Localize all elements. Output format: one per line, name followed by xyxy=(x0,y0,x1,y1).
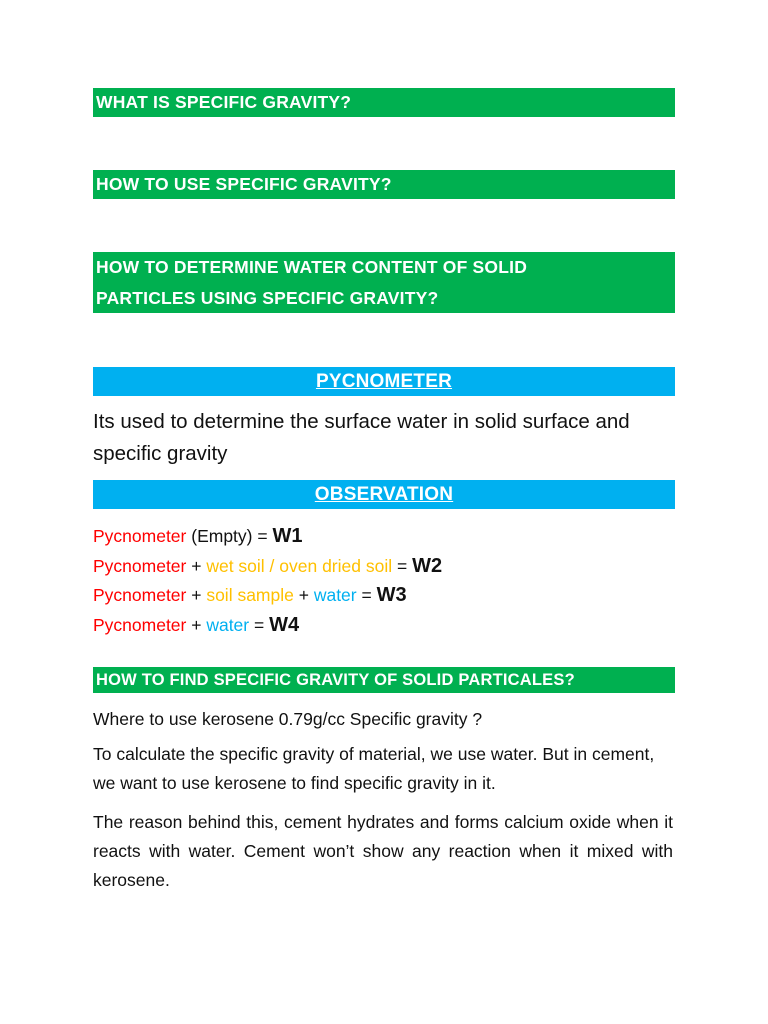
heading-text: PYCNOMETER xyxy=(315,370,453,392)
obs-term: (Empty) = xyxy=(186,526,273,546)
obs-term: soil sample xyxy=(206,585,294,605)
observation-line-w4 xyxy=(93,611,693,641)
obs-term: Pycnometer xyxy=(93,614,187,635)
obs-term: + xyxy=(186,614,207,635)
heading-how-to-determine-water-content xyxy=(93,252,675,313)
heading-how-to-find-specific-gravity xyxy=(93,667,675,693)
heading-what-is-specific-gravity xyxy=(93,88,675,117)
obs-term: wet soil / oven dried soil xyxy=(206,555,393,576)
heading-text-line1: HOW TO DETERMINE WATER CONTENT OF SOLID xyxy=(96,256,528,277)
obs-term: Pycnometer xyxy=(93,585,187,605)
paragraph-water: To calculate the specific gravity of material, we use water. But in cement, we want to use kerosene to find specific gravity in it. xyxy=(93,744,655,793)
heading-text: OBSERVATION xyxy=(314,483,454,505)
obs-term: + xyxy=(293,585,314,605)
heading-pycnometer xyxy=(93,367,675,396)
kerosene-question: Where to use kerosene 0.79g/cc Specific gravity ? xyxy=(93,709,483,729)
heading-text-line2: PARTICLES USING SPECIFIC GRAVITY? xyxy=(96,287,439,308)
obs-term: water xyxy=(313,585,357,605)
obs-term: + xyxy=(186,585,207,605)
observation-line-w1 xyxy=(93,522,693,552)
heading-how-to-use-specific-gravity xyxy=(93,170,675,199)
heading-observation xyxy=(93,480,675,509)
heading-text: WHAT IS SPECIFIC GRAVITY? xyxy=(96,92,352,112)
heading-text: HOW TO FIND SPECIFIC GRAVITY OF SOLID PARTICALES? xyxy=(96,670,575,689)
obs-weight-label: W3 xyxy=(376,584,407,606)
observation-list xyxy=(93,522,693,640)
obs-term: Pycnometer xyxy=(93,555,187,576)
pycnometer-description: Its used to determine the surface water in solid surface and specific gravity xyxy=(93,410,630,465)
obs-term: = xyxy=(249,614,270,635)
paragraph-reason xyxy=(93,808,673,895)
obs-term: Pycnometer xyxy=(93,526,187,546)
obs-term: + xyxy=(186,555,207,576)
obs-term: = xyxy=(356,585,377,605)
obs-term: = xyxy=(392,555,413,576)
heading-text: HOW TO USE SPECIFIC GRAVITY? xyxy=(96,174,392,194)
obs-weight-label: W1 xyxy=(272,525,303,547)
observation-line-w2 xyxy=(93,552,693,582)
obs-weight-label: W2 xyxy=(412,554,443,577)
obs-term: water xyxy=(206,614,250,635)
paragraph-reason-text: The reason behind this, cement hydrates and forms calcium oxide when it reacts with water. Cement won’t show any reaction when it mixed with kerosene. xyxy=(93,812,673,890)
obs-weight-label: W4 xyxy=(269,613,300,636)
observation-line-w3 xyxy=(93,581,693,611)
